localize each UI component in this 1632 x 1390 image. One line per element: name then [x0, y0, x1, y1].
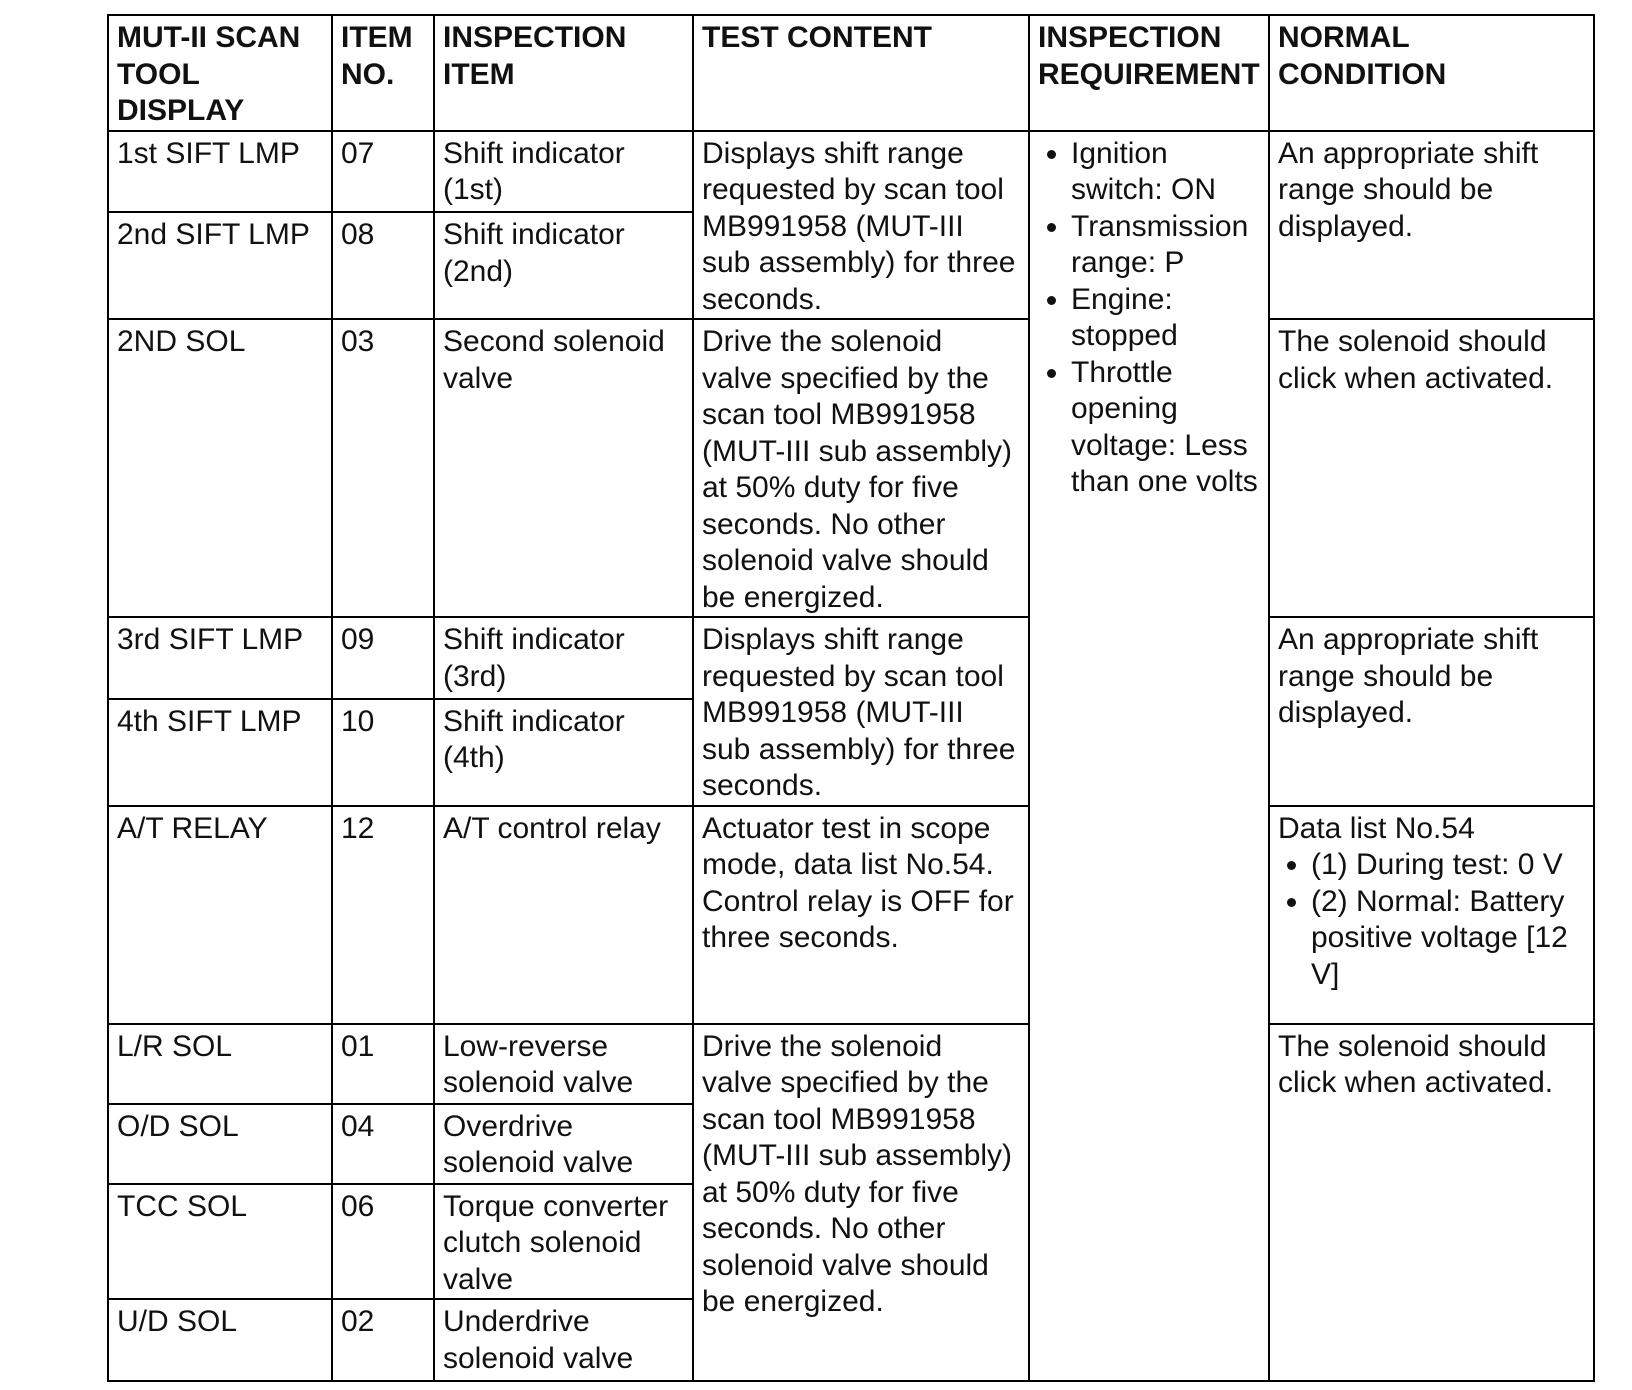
header-item-no: ITEM NO. [332, 15, 434, 131]
table-row [108, 806, 1594, 1024]
list-item: • (2) Normal: Battery positive voltage [12 V] [1311, 884, 1585, 994]
normal-condition-cell: The solenoid should click when activated. [1269, 319, 1594, 617]
list-item: • Throttle opening voltage: Less than one volts [1071, 355, 1260, 501]
table-row [108, 319, 1594, 617]
header-inspection-requirement: INSPECTION REQUIREMENT [1029, 15, 1269, 131]
inspection-item-cell: Shift indicator (4th) [434, 699, 693, 806]
display-cell: L/R SOL [108, 1024, 332, 1104]
header-normal-condition: NORMAL CONDITION [1269, 15, 1594, 131]
list-item: • (1) During test: 0 V [1311, 847, 1585, 884]
header-row [108, 15, 1594, 131]
normal-condition-cell: An appropriate shift range should be displayed. [1269, 617, 1594, 806]
item-no-cell: 02 [332, 1299, 434, 1381]
table-row [108, 617, 1594, 699]
display-cell: 4th SIFT LMP [108, 699, 332, 806]
normal-condition-lead: Data list No.54 [1278, 811, 1475, 845]
display-cell: 2ND SOL [108, 319, 332, 617]
actuator-test-table-container [107, 14, 1595, 1382]
item-no-cell: 07 [332, 131, 434, 213]
inspection-item-cell: Shift indicator (3rd) [434, 617, 693, 699]
item-no-cell: 09 [332, 617, 434, 699]
display-cell: 3rd SIFT LMP [108, 617, 332, 699]
table-row [108, 1024, 1594, 1104]
inspection-item-cell: Second solenoid valve [434, 319, 693, 617]
test-content-cell: Actuator test in scope mode, data list No.54. Control relay is OFF for three seconds. [693, 806, 1029, 1024]
display-cell: A/T RELAY [108, 806, 332, 1024]
item-no-cell: 08 [332, 212, 434, 319]
inspection-item-cell: Low-reverse solenoid valve [434, 1024, 693, 1104]
normal-condition-cell: The solenoid should click when activated. [1269, 1024, 1594, 1382]
inspection-item-cell: Overdrive solenoid valve [434, 1104, 693, 1184]
list-item: • Transmission range: P [1071, 209, 1260, 282]
header-test-content: TEST CONTENT [693, 15, 1029, 131]
item-no-cell: 01 [332, 1024, 434, 1104]
display-cell: TCC SOL [108, 1184, 332, 1300]
normal-condition-cell: An appropriate shift range should be displayed. [1269, 131, 1594, 320]
inspection-item-cell: Shift indicator (1st) [434, 131, 693, 213]
display-cell: 2nd SIFT LMP [108, 212, 332, 319]
item-no-cell: 06 [332, 1184, 434, 1300]
inspection-item-cell: Torque converter clutch solenoid valve [434, 1184, 693, 1300]
inspection-requirement-list [1038, 136, 1260, 501]
list-item: • Ignition switch: ON [1071, 136, 1260, 209]
test-content-cell: Displays shift range requested by scan tool MB991958 (MUT-III sub assembly) for three seconds. [693, 131, 1029, 320]
inspection-requirement-cell [1029, 131, 1269, 1382]
inspection-item-cell: Shift indicator (2nd) [434, 212, 693, 319]
inspection-item-cell: A/T control relay [434, 806, 693, 1024]
actuator-test-table [107, 14, 1595, 1382]
display-cell: 1st SIFT LMP [108, 131, 332, 213]
test-content-cell: Drive the solenoid valve specified by the scan tool MB991958 (MUT-III sub assembly) at 50% duty for five seconds. No other solenoid valve should be energized. [693, 1024, 1029, 1382]
item-no-cell: 10 [332, 699, 434, 806]
item-no-cell: 12 [332, 806, 434, 1024]
test-content-cell: Drive the solenoid valve specified by the scan tool MB991958 (MUT-III sub assembly) at 50% duty for five seconds. No other solenoid valve should be energized. [693, 319, 1029, 617]
inspection-item-cell: Underdrive solenoid valve [434, 1299, 693, 1381]
list-item: • Engine: stopped [1071, 282, 1260, 355]
normal-condition-cell [1269, 806, 1594, 1024]
header-display: MUT-II SCAN TOOL DISPLAY [108, 15, 332, 131]
test-content-cell: Displays shift range requested by scan tool MB991958 (MUT-III sub assembly) for three seconds. [693, 617, 1029, 806]
item-no-cell: 03 [332, 319, 434, 617]
normal-condition-list [1278, 847, 1585, 993]
table-row [108, 131, 1594, 213]
display-cell: O/D SOL [108, 1104, 332, 1184]
item-no-cell: 04 [332, 1104, 434, 1184]
display-cell: U/D SOL [108, 1299, 332, 1381]
header-inspection-item: INSPECTION ITEM [434, 15, 693, 131]
